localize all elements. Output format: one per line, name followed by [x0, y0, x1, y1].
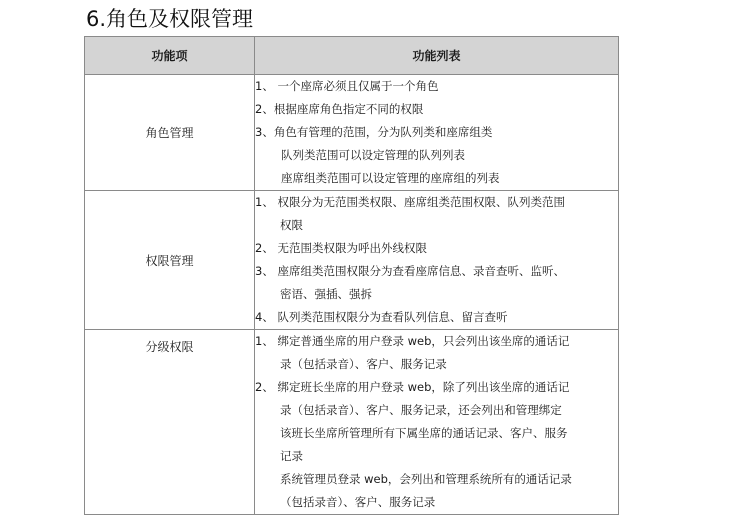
- list-line: 1、 一个座席必须且仅属于一个角色: [255, 79, 439, 93]
- feature-name: 角色管理: [85, 75, 255, 191]
- header-feature-list: 功能列表: [255, 37, 619, 75]
- table-header-row: [85, 37, 619, 75]
- list-line: 3、角色有管理的范围，分为队列类和座席组类: [255, 125, 493, 139]
- list-line: 队列类范围可以设定管理的队列列表: [281, 148, 465, 162]
- list-line: 3、 座席组类范围权限分为查看座席信息、录音查听、监听、: [255, 264, 565, 278]
- table-row: [85, 330, 619, 515]
- list-line: 该班长坐席所管理所有下属坐席的通话记录、客户、服务: [280, 426, 568, 440]
- feature-list: [255, 330, 619, 515]
- feature-list: [255, 75, 619, 191]
- list-line: 座席组类范围可以设定管理的座席组的列表: [281, 171, 500, 185]
- list-line: 2、根据座席角色指定不同的权限: [255, 102, 424, 116]
- list-line: 1、 权限分为无范围类权限、座席组类范围权限、队列类范围: [255, 195, 565, 209]
- list-line: 密语、强插、强拆: [280, 287, 372, 301]
- list-line: 系统管理员登录 web，会列出和管理系统所有的通话记录: [280, 472, 572, 486]
- list-line: 权限: [280, 218, 303, 232]
- list-line: 2、 无范围类权限为呼出外线权限: [255, 241, 427, 255]
- feature-name: 权限管理: [85, 191, 255, 330]
- feature-table: [84, 36, 619, 515]
- section-heading: 6.角色及权限管理: [86, 7, 254, 31]
- list-line: （包括录音）、客户、服务记录: [280, 495, 436, 509]
- list-line: 1、 绑定普通坐席的用户登录 web，只会列出该坐席的通话记: [255, 334, 570, 348]
- list-line: 4、 队列类范围权限分为查看队列信息、留言查听: [255, 310, 508, 324]
- list-line: 2、 绑定班长坐席的用户登录 web，除了列出该坐席的通话记: [255, 380, 570, 394]
- table-row: [85, 75, 619, 191]
- feature-list: [255, 191, 619, 330]
- list-line: 录（包括录音）、客户、服务记录，还会列出和管理绑定: [280, 403, 562, 417]
- list-line: 记录: [280, 449, 303, 463]
- list-line: 录（包括录音）、客户、服务记录: [280, 357, 447, 371]
- feature-name: 分级权限: [85, 330, 255, 515]
- header-feature-item: 功能项: [85, 37, 255, 75]
- table-row: [85, 191, 619, 330]
